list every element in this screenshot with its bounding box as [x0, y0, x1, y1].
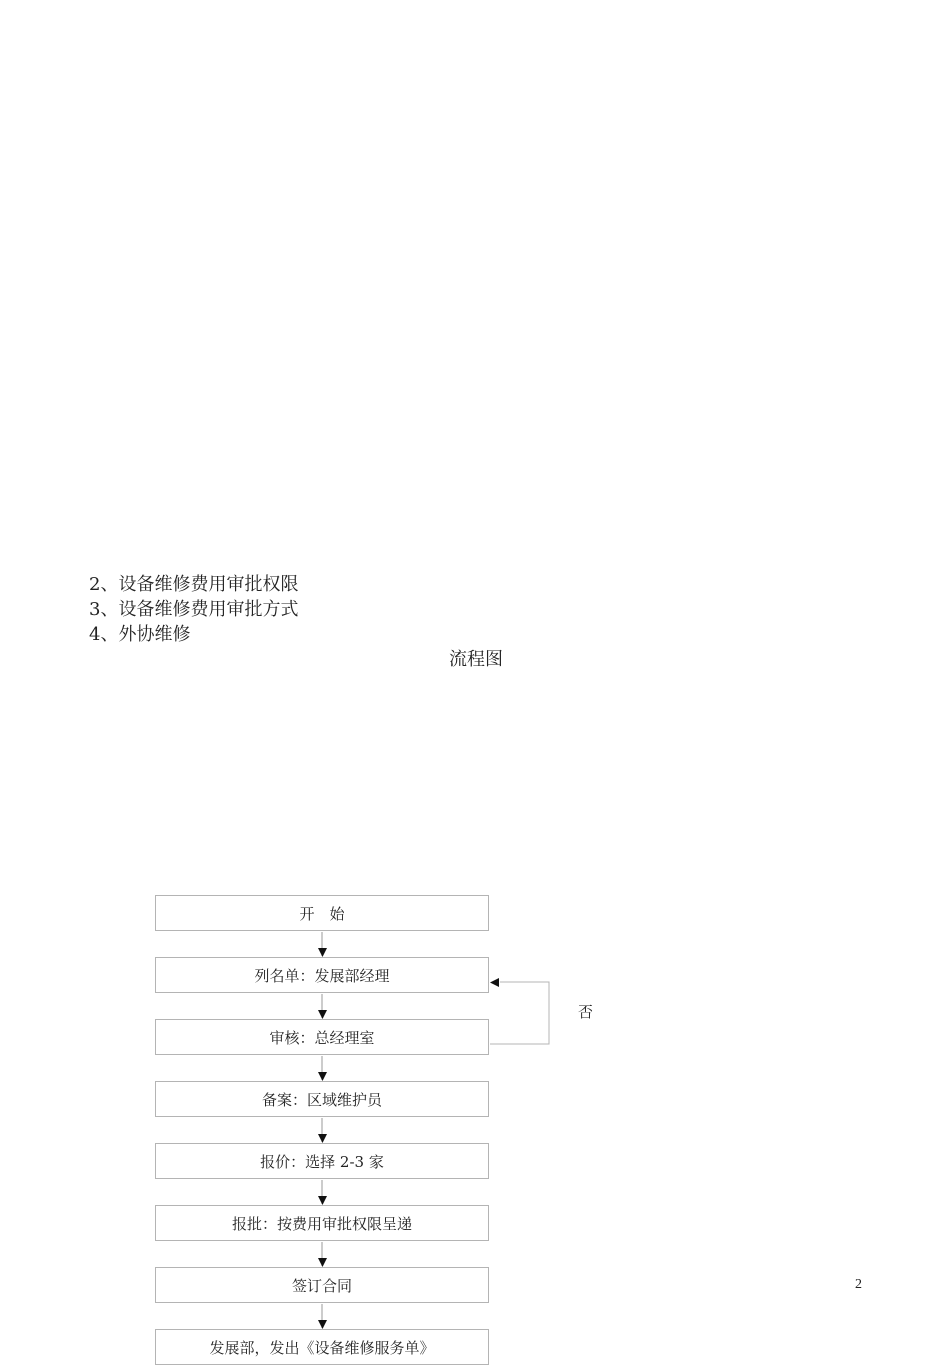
flow-step-review [155, 1019, 489, 1055]
flow-step-issue-service-order [155, 1329, 489, 1365]
section-heading-external-repair: 4、外协维修 [89, 624, 191, 645]
arrowhead-5 [318, 1196, 327, 1205]
flow-step-list-names [155, 957, 489, 993]
flow-step-label: 审核：总经理室 [269, 1028, 375, 1047]
flow-step-quotation [155, 1143, 489, 1179]
flow-step-sign-contract [155, 1267, 489, 1303]
flow-step-label: 开 始 [299, 904, 345, 923]
flow-step-label: 签订合同 [291, 1276, 352, 1295]
flow-step-submit-approval [155, 1205, 489, 1241]
arrowhead-7 [318, 1320, 327, 1329]
page-number: 2 [855, 1277, 862, 1292]
loop-back-arrowhead [490, 978, 499, 987]
flow-step-filing [155, 1081, 489, 1117]
loop-back-label: 否 [578, 1003, 594, 1021]
section-heading-approval-method: 3、设备维修费用审批方式 [89, 599, 299, 620]
flowchart-title: 流程图 [449, 649, 503, 670]
flow-step-label: 报批：按费用审批权限呈递 [231, 1214, 412, 1233]
loop-back-connector [490, 978, 549, 1044]
loop-back-line [490, 982, 549, 1044]
arrowhead-3 [318, 1072, 327, 1081]
flow-step-label: 报价：选择 2-3 家 [260, 1152, 384, 1171]
flow-step-label: 列名单：发展部经理 [254, 966, 390, 985]
arrowhead-2 [318, 1010, 327, 1019]
flow-step-label: 发展部，发出《设备维修服务单》 [209, 1338, 435, 1357]
arrowhead-6 [318, 1258, 327, 1267]
arrowhead-1 [318, 948, 327, 957]
section-heading-approval-authority: 2、设备维修费用审批权限 [89, 574, 299, 595]
arrowhead-4 [318, 1134, 327, 1143]
flow-step-start [155, 895, 489, 931]
flow-step-label: 备案：区域维护员 [261, 1090, 382, 1109]
